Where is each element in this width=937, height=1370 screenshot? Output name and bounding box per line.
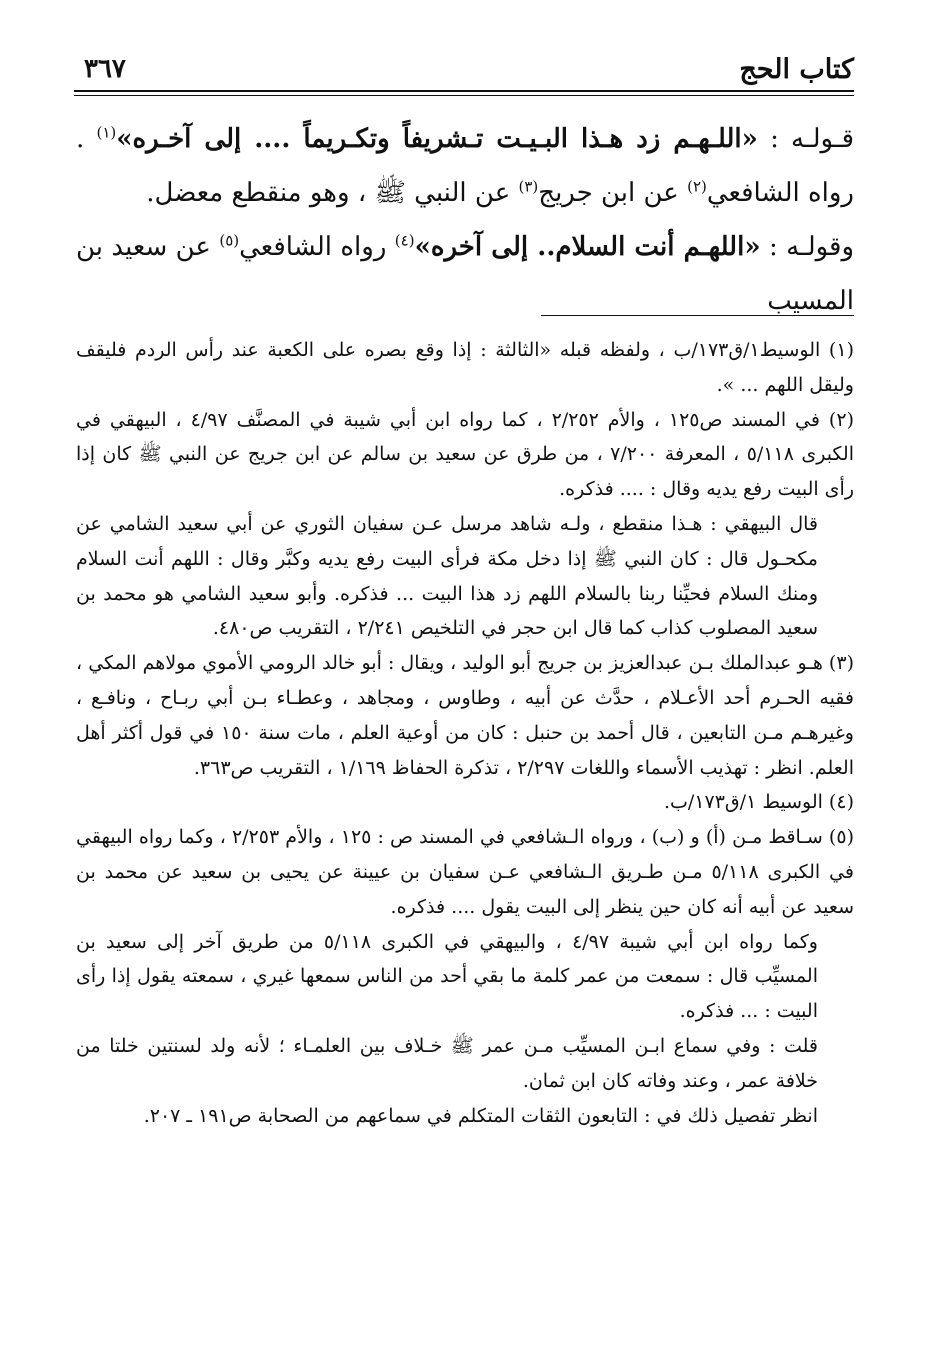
paragraph-1-text-b: عن ابن جريج <box>538 178 679 208</box>
main-paragraph-1 <box>76 112 854 220</box>
footnote-5-continuation-3: انظر تفصيل ذلك في : التابعون الثقات المتكلم في سماعهم من الصحابة ص١٩١ ـ ٢٠٧. <box>143 1104 818 1127</box>
paragraph-1-text-c: عن النبي ﷺ ، وهو منقطع معضل. <box>146 178 511 208</box>
footnote-5: (٥) سـاقط مـن (أ) و (ب) ، ورواه الـشافعي في المسند ص : ١٢٥ ، والأم ٢/٢٥٣ ، وكما رواه البيهقي في الكبرى ٥/١١٨ مـن طـريق الـشافعي عـن سفيان بن عيينة عن يحيى بن سعيد عن محمد بن سعيد عن أبيه أنه كان حين ينظر إلى البيت يقول .... فذكره. <box>76 826 854 918</box>
footnote-4: (٤) الوسيط ١/ق١٧٣/ب. <box>663 791 854 814</box>
footnote-1: (١) الوسيط١/ق١٧٣/ب ، ولفظه قبله «الثالثة : إذا وقع بصره على الكعبة عند رأس الردم فليقف وليقل اللهم ... ». <box>76 339 854 396</box>
paragraph-2-label: وقولـه : <box>768 232 855 262</box>
page-header <box>84 52 854 92</box>
header-rule <box>74 90 854 92</box>
footnote-5-continuation-1: وكما رواه ابن أبي شيبة ٤/٩٧ ، والبيهقي في الكبرى ٥/١١٨ من طريق آخر إلى سعيد بن المسيِّب قال : سمعت من عمر كلمة ما بقي أحد من الناس سمعها غيري ، سمعته يقول إذا رأى البيت : ... فذكره. <box>76 930 818 1023</box>
footnote-2: (٢) في المسند ص١٢٥ ، والأم ٢/٢٥٢ ، كما رواه ابن أبي شيبة في المصنَّف ٤/٩٧ ، البيهقي في الكبرى ٥/١١٨ ، المعرفة ٧/٢٠٠ ، من طرق عن سعيد بن سالم عن ابن جريج عن النبي ﷺ كان إذا رأى البيت رفع يديه وقال : .... فذكره. <box>76 408 854 501</box>
paragraph-1-label: قـولـه : <box>770 124 855 154</box>
footnote-3: (٣) هـو عبدالملك بـن عبدالعزيز بن جريج أبو الوليد ، ويقال : أبو خالد الرومي الأموي مولاهم المكي ، فقيه الحـرم أحد الأعـلام ، حدَّث عن أبيه ، وطاوس ، ومجاهد ، وعطـاء بـن أبي ربـاح ، ونافـع ، وغيرهـم مـن التابعين ، قال أحمد بن حنبل : كان من أوعية العلم ، مات سنة ١٥٠ في قول أكثر أهل العلم. انظر : تهذيب الأسماء واللغات ٢/٢٩٧ ، تذكرة الحفاظ ١/١٦٩ ، التقريب ص٣٦٣. <box>76 652 854 779</box>
paragraph-2-quote: «اللهـم أنت السلام.. إلى آخره» <box>414 232 761 262</box>
main-text <box>76 112 854 328</box>
paragraph-2-text-b: عن سعيد بن المسيب <box>76 232 854 316</box>
chapter-title: كتاب الحج <box>739 54 854 85</box>
footnote-separator <box>541 315 854 316</box>
paragraph-1-text-a: . رواه الشافعي <box>76 124 854 208</box>
footnote-5-continuation-2: قلت : وفي سماع ابـن المسيِّب مـن عمر ﷺ خـلاف بين العلمـاء ؛ لأنه ولد لسنتين خلتا من خلافة عمر ، وعند وفاته كان ابن ثمان. <box>76 1034 818 1092</box>
footnote-ref-5: (٥) <box>219 231 240 250</box>
footnote-ref-1: (١) <box>96 123 117 142</box>
footnotes <box>76 333 854 1133</box>
footnote-2-continuation: قال البيهقي : هـذا منقطع ، ولـه شاهد مرسل عـن سفيان الثوري عن أبي سعيد الشامي عن مكحـول قال : كان النبي ﷺ إذا دخل مكة فرأى البيت رفع يديه وكبَّر وقال : اللهم أنت السلام ومنك السلام فحيِّنا ربنا بالسلام اللهم زد هذا البيت ... فذكره. وأبو سعيد الشامي هو محمد بن سعيد المصلوب كذاب كما قال ابن حجر في التلخيص ٢/٢٤١ ، التقريب ص٤٨٠. <box>76 512 818 640</box>
main-paragraph-2 <box>76 220 854 328</box>
footnote-ref-2: (٢) <box>687 177 707 196</box>
paragraph-1-quote: «اللـهـم زد هـذا البـيـت تـشريفاً وتكـريماً .... إلى آخـره» <box>116 124 758 154</box>
page-number: ٣٦٧ <box>84 54 126 84</box>
footnote-ref-3: (٣) <box>518 177 539 196</box>
footnote-ref-4: (٤) <box>394 231 415 250</box>
paragraph-2-text-a: رواه الشافعي <box>239 232 387 262</box>
header-rule-thin <box>74 95 854 96</box>
